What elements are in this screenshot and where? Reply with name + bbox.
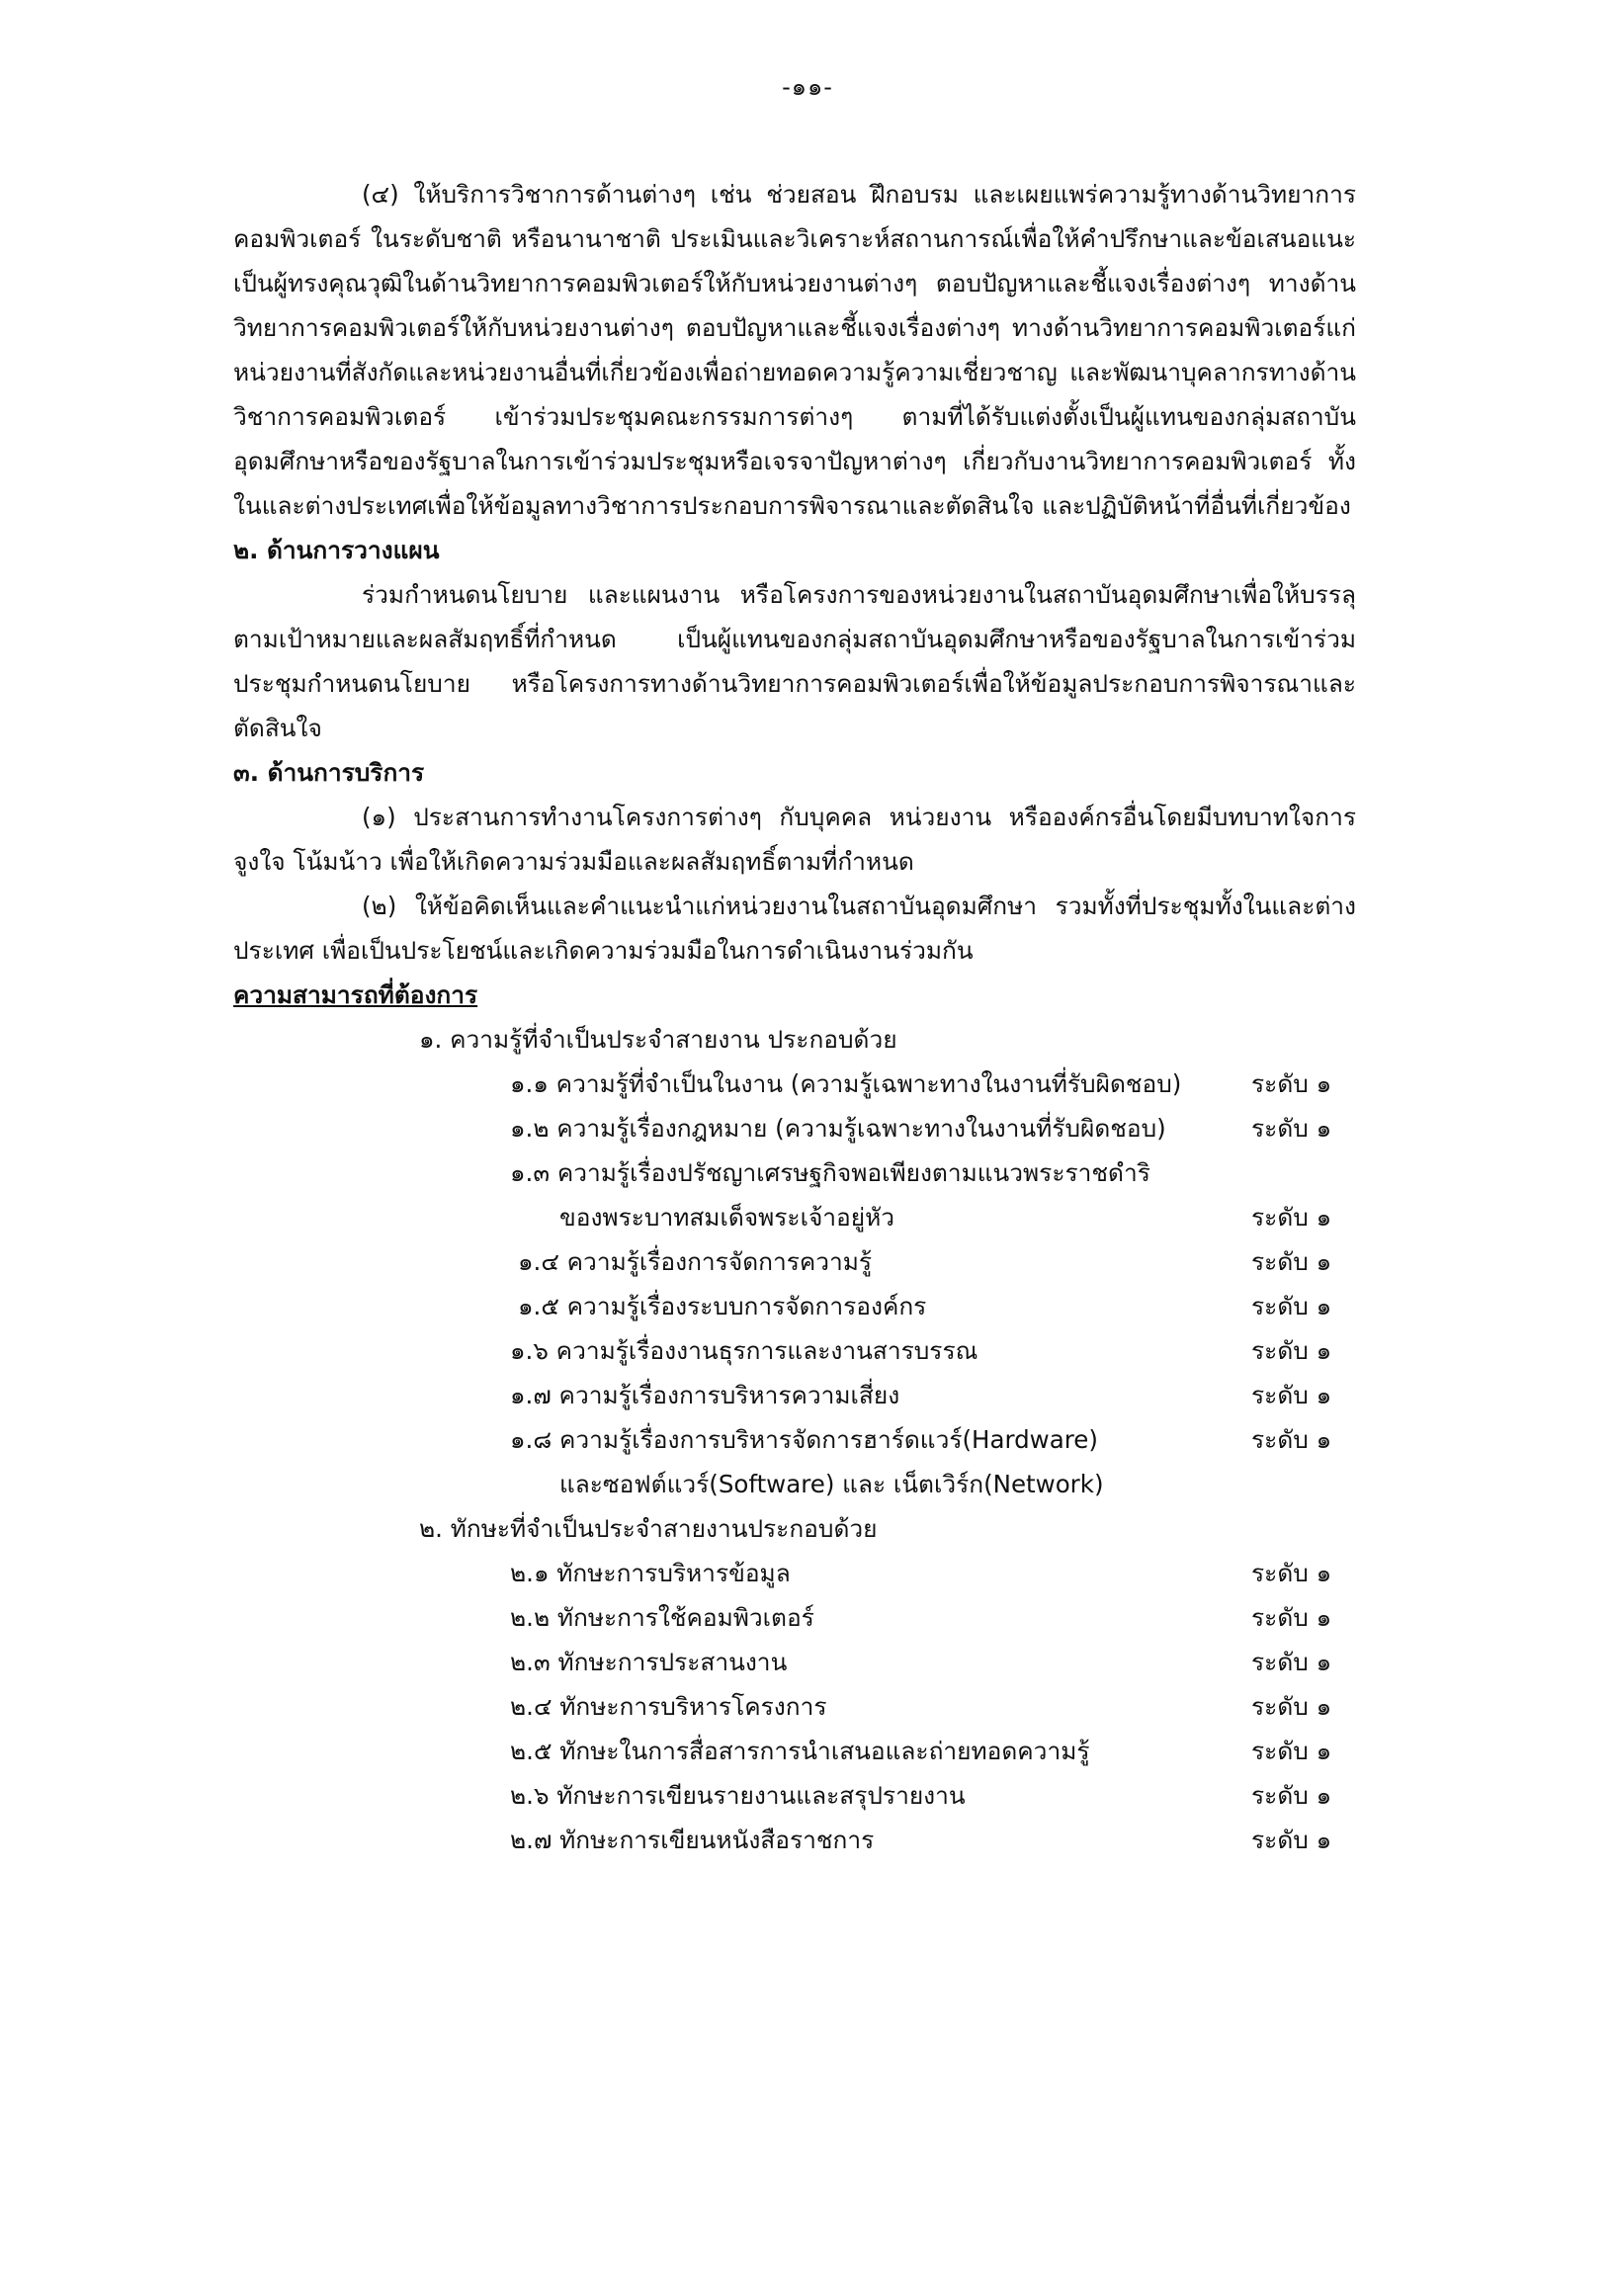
skills-heading: ๒. ทักษะที่จำเป็นประจำสายงานประกอบด้วย — [419, 1514, 878, 1543]
skill-item-text: ๒.๒ ทักษะการใช้คอมพิวเตอร์ — [510, 1603, 814, 1632]
duty-4-paragraph — [233, 172, 1356, 528]
knowledge-item-level: ระดับ ๑ — [1251, 1381, 1332, 1409]
knowledge-item-level: ระดับ ๑ — [1251, 1114, 1332, 1143]
skill-item-text: ๒.๗ ทักษะการเขียนหนังสือราชการ — [510, 1826, 875, 1854]
knowledge-item-level: ระดับ ๑ — [1251, 1203, 1332, 1232]
knowledge-item-continuation: และซอฟต์แวร์(Software) และ เน็ตเวิร์ก(Network) — [559, 1470, 1104, 1498]
knowledge-list — [233, 1062, 1356, 1506]
knowledge-item-level: ระดับ ๑ — [1251, 1069, 1332, 1098]
knowledge-item-level: ระดับ ๑ — [1251, 1336, 1332, 1365]
capabilities-heading: ความสามารถที่ต้องการ — [233, 980, 478, 1009]
knowledge-item — [233, 1150, 1356, 1195]
skill-item-text: ๒.๔ ทักษะการบริหารโครงการ — [510, 1692, 827, 1721]
knowledge-item-text: ๑.๗ ความรู้เรื่องการบริหารความเสี่ยง — [510, 1381, 900, 1409]
knowledge-item — [233, 1195, 1356, 1239]
skill-item-level: ระดับ ๑ — [1251, 1603, 1332, 1632]
section-2-paragraph — [233, 572, 1356, 750]
knowledge-item-text: ๑.๖ ความรู้เรื่องงานธุรการและงานสารบรรณ — [510, 1336, 978, 1365]
document-body — [233, 172, 1356, 1862]
knowledge-item-text: ของพระบาทสมเด็จพระเจ้าอยู่หัว — [559, 1203, 895, 1232]
knowledge-item — [233, 1328, 1356, 1373]
knowledge-item-text: ๑.๑ ความรู้ที่จำเป็นในงาน (ความรู้เฉพาะทางในงานที่รับผิดชอบ) — [510, 1069, 1182, 1098]
knowledge-item-text: ๑.๔ ความรู้เรื่องการจัดการความรู้ — [518, 1247, 873, 1276]
knowledge-item — [233, 1106, 1356, 1150]
knowledge-item-level: ระดับ ๑ — [1251, 1425, 1332, 1454]
knowledge-item-text: ๑.๘ ความรู้เรื่องการบริหารจัดการฮาร์ดแวร์(Hardware) — [510, 1425, 1098, 1454]
skill-item — [233, 1773, 1356, 1818]
skill-item — [233, 1640, 1356, 1684]
section-3-item-1 — [233, 795, 1356, 884]
skill-item-text: ๒.๑ ทักษะการบริหารข้อมูล — [510, 1559, 791, 1587]
skill-item-level: ระดับ ๑ — [1251, 1826, 1332, 1854]
skills-list — [233, 1551, 1356, 1862]
skill-item-level: ระดับ ๑ — [1251, 1781, 1332, 1810]
skill-item-level: ระดับ ๑ — [1251, 1648, 1332, 1676]
duty-4-text: (๔) ให้บริการวิชาการด้านต่างๆ เช่น ช่วยสอน ฝึกอบรม และเผยแพร่ความรู้ทางด้านวิทยาการคอมพิวเตอร์ ในระดับชาติ หรือนานาชาติ ประเมินและวิเคราะห์สถานการณ์เพื่อให้คำปรึกษาและข้อเสนอแนะ เป็นผู้ทรงคุณวุฒิในด้านวิทยาการคอมพิวเตอร์ให้กับหน่วยงานต่างๆ ตอบปัญหาและชี้แจงเรื่องต่างๆ ทางด้านวิทยาการคอมพิวเตอร์ให้กับหน่วยงานต่างๆ ตอบปัญหาและชี้แจงเรื่องต่างๆ ทางด้านวิทยาการคอมพิวเตอร์แก่หน่วยงานที่สังกัดและหน่วยงานอื่นที่เกี่ยวข้องเพื่อถ่ายทอดความรู้ความเชี่ยวชาญ และพัฒนาบุคลากรทางด้านวิชาการคอมพิวเตอร์ เข้าร่วมประชุมคณะกรรมการต่างๆ ตามที่ได้รับแต่งตั้งเป็นผู้แทนของกลุ่มสถาบันอุดมศึกษาหรือของรัฐบาลในการเข้าร่วมประชุมหรือเจรจาปัญหาต่างๆ เกี่ยวกับงานวิทยาการคอมพิวเตอร์ ทั้งในและต่างประเทศเพื่อให้ข้อมูลทางวิชาการประกอบการพิจารณาและตัดสินใจ และปฏิบัติหน้าที่อื่นที่เกี่ยวข้อง — [233, 180, 1356, 520]
skill-item-level: ระดับ ๑ — [1251, 1692, 1332, 1721]
knowledge-item — [233, 1239, 1356, 1284]
knowledge-item — [233, 1284, 1356, 1328]
knowledge-item — [233, 1062, 1356, 1106]
knowledge-item-text: ๑.๕ ความรู้เรื่องระบบการจัดการองค์กร — [518, 1292, 927, 1320]
section-2-heading: ๒. ด้านการวางแผน — [233, 536, 440, 564]
skill-item-level: ระดับ ๑ — [1251, 1737, 1332, 1765]
knowledge-heading: ๑. ความรู้ที่จำเป็นประจำสายงาน ประกอบด้วย — [419, 1025, 897, 1054]
skill-item-level: ระดับ ๑ — [1251, 1559, 1332, 1587]
knowledge-item — [233, 1417, 1356, 1462]
skill-item-text: ๒.๕ ทักษะในการสื่อสารการนำเสนอและถ่ายทอดความรู้ — [510, 1737, 1090, 1765]
section-2-text: ร่วมกำหนดนโยบาย และแผนงาน หรือโครงการของหน่วยงานในสถาบันอุดมศึกษาเพื่อให้บรรลุตามเป้าหมายและผลสัมฤทธิ์ที่กำหนด เป็นผู้แทนของกลุ่มสถาบันอุดมศึกษาหรือของรัฐบาลในการเข้าร่วมประชุมกำหนดนโยบาย หรือโครงการทางด้านวิทยาการคอมพิวเตอร์เพื่อให้ข้อมูลประกอบการพิจารณาและตัดสินใจ — [233, 580, 1356, 742]
skill-item — [233, 1595, 1356, 1640]
skill-item — [233, 1818, 1356, 1862]
knowledge-item-level: ระดับ ๑ — [1251, 1292, 1332, 1320]
section-3-item-1-text: (๑) ประสานการทำงานโครงการต่างๆ กับบุคคล หน่วยงาน หรือองค์กรอื่นโดยมีบทบาทใจการจูงใจ โน้มน้าว เพื่อให้เกิดความร่วมมือและผลสัมฤทธิ์ตามที่กำหนด — [233, 803, 1356, 876]
section-3-heading: ๓. ด้านการบริการ — [233, 758, 425, 787]
skill-item-text: ๒.๓ ทักษะการประสานงาน — [510, 1648, 788, 1676]
page-number: -๑๑- — [782, 73, 833, 101]
section-3-item-2-text: (๒) ให้ข้อคิดเห็นและคำแนะนำแก่หน่วยงานในสถาบันอุดมศึกษา รวมทั้งที่ประชุมทั้งในและต่างประเทศ เพื่อเป็นประโยชน์และเกิดความร่วมมือในการดำเนินงานร่วมกัน — [233, 892, 1356, 965]
skill-item — [233, 1551, 1356, 1595]
knowledge-item — [233, 1373, 1356, 1417]
knowledge-item-level: ระดับ ๑ — [1251, 1247, 1332, 1276]
skill-item — [233, 1729, 1356, 1773]
skill-item — [233, 1684, 1356, 1729]
section-3-item-2 — [233, 884, 1356, 973]
knowledge-item-text: ๑.๒ ความรู้เรื่องกฎหมาย (ความรู้เฉพาะทางในงานที่รับผิดชอบ) — [510, 1114, 1166, 1143]
skill-item-text: ๒.๖ ทักษะการเขียนรายงานและสรุปรายงาน — [510, 1781, 966, 1810]
knowledge-item-text: ๑.๓ ความรู้เรื่องปรัชญาเศรษฐกิจพอเพียงตามแนวพระราชดำริ — [510, 1158, 1150, 1187]
